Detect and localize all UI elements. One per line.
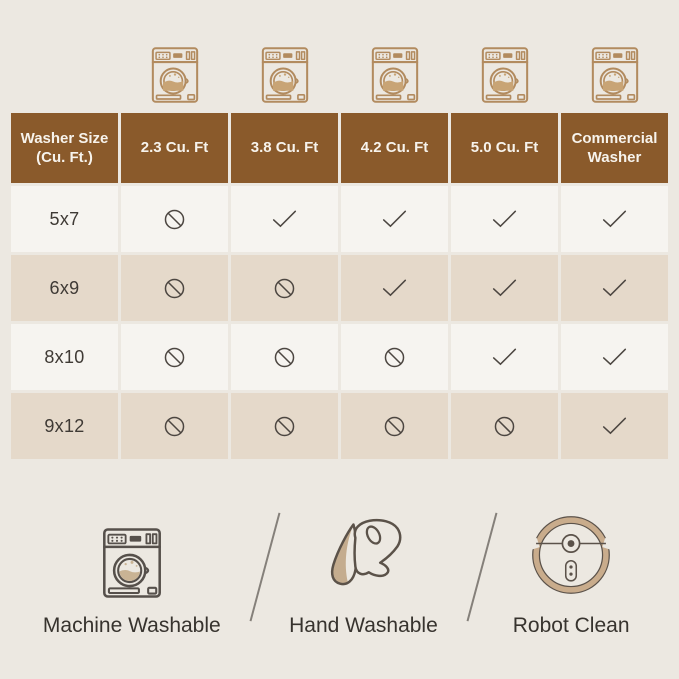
compatibility-cell-no	[121, 324, 228, 390]
compatibility-cell-no	[231, 255, 338, 321]
rug-size-label: 8x10	[11, 324, 118, 390]
washer-icons-row	[0, 0, 679, 113]
washing-machine-icon	[261, 46, 309, 104]
washing-machine-icon	[151, 46, 199, 104]
column-header-2-3: 2.3 Cu. Ft	[121, 113, 228, 183]
legend-item-hand-washable	[264, 505, 464, 638]
column-header-washer-size: Washer Size (Cu. Ft.)	[11, 113, 118, 183]
compatibility-cell-no	[341, 393, 448, 459]
compatibility-cell-yes	[341, 186, 448, 252]
hand-wash-icon-box	[313, 505, 413, 599]
check-icon	[381, 277, 408, 299]
prohibited-icon	[383, 346, 406, 369]
compatibility-cell-yes	[231, 186, 338, 252]
rug-size-label: 5x7	[11, 186, 118, 252]
prohibited-icon	[163, 415, 186, 438]
compatibility-cell-yes	[451, 324, 558, 390]
compatibility-cell-yes	[451, 186, 558, 252]
check-icon	[491, 346, 518, 368]
hand-wash-icon	[313, 515, 413, 599]
column-header-5-0: 5.0 Cu. Ft	[451, 113, 558, 183]
prohibited-icon	[493, 415, 516, 438]
legend-item-robot-clean	[463, 505, 679, 638]
prohibited-icon	[163, 208, 186, 231]
prohibited-icon	[163, 277, 186, 300]
robot-vacuum-icon	[527, 511, 615, 599]
prohibited-icon	[273, 415, 296, 438]
compatibility-cell-yes	[561, 324, 668, 390]
compatibility-table	[0, 113, 679, 459]
compatibility-cell-yes	[561, 393, 668, 459]
column-header-commercial: Commercial Washer	[561, 113, 668, 183]
column-header-4-2: 4.2 Cu. Ft	[341, 113, 448, 183]
compatibility-cell-no	[231, 393, 338, 459]
legend-item-machine-washable	[0, 505, 264, 638]
compatibility-cell-yes	[341, 255, 448, 321]
column-header-3-8: 3.8 Cu. Ft	[231, 113, 338, 183]
prohibited-icon	[273, 346, 296, 369]
washing-machine-icon	[371, 46, 419, 104]
compatibility-cell-yes	[451, 255, 558, 321]
check-icon	[601, 415, 628, 437]
washing-machine-icon	[591, 46, 639, 104]
check-icon	[601, 346, 628, 368]
check-icon	[601, 208, 628, 230]
rug-size-label: 9x12	[11, 393, 118, 459]
check-icon	[381, 208, 408, 230]
legend-label: Hand Washable	[289, 614, 438, 637]
care-legend	[0, 505, 679, 638]
check-icon	[271, 208, 298, 230]
prohibited-icon	[163, 346, 186, 369]
compatibility-cell-no	[121, 255, 228, 321]
prohibited-icon	[383, 415, 406, 438]
legend-label: Machine Washable	[42, 614, 221, 637]
washing-machine-icon	[481, 46, 529, 104]
check-icon	[491, 208, 518, 230]
compatibility-cell-no	[451, 393, 558, 459]
compatibility-cell-yes	[561, 186, 668, 252]
compatibility-cell-no	[231, 324, 338, 390]
prohibited-icon	[273, 277, 296, 300]
washing-machine-icon-box	[102, 505, 162, 599]
washing-machine-icon	[102, 527, 162, 599]
compatibility-cell-yes	[561, 255, 668, 321]
legend-label: Robot Clean	[512, 614, 630, 637]
compatibility-cell-no	[121, 186, 228, 252]
icons-row-spacer	[11, 104, 118, 113]
robot-vacuum-icon-box	[527, 505, 615, 599]
compatibility-cell-no	[341, 324, 448, 390]
rug-size-label: 6x9	[11, 255, 118, 321]
compatibility-cell-no	[121, 393, 228, 459]
check-icon	[601, 277, 628, 299]
check-icon	[491, 277, 518, 299]
